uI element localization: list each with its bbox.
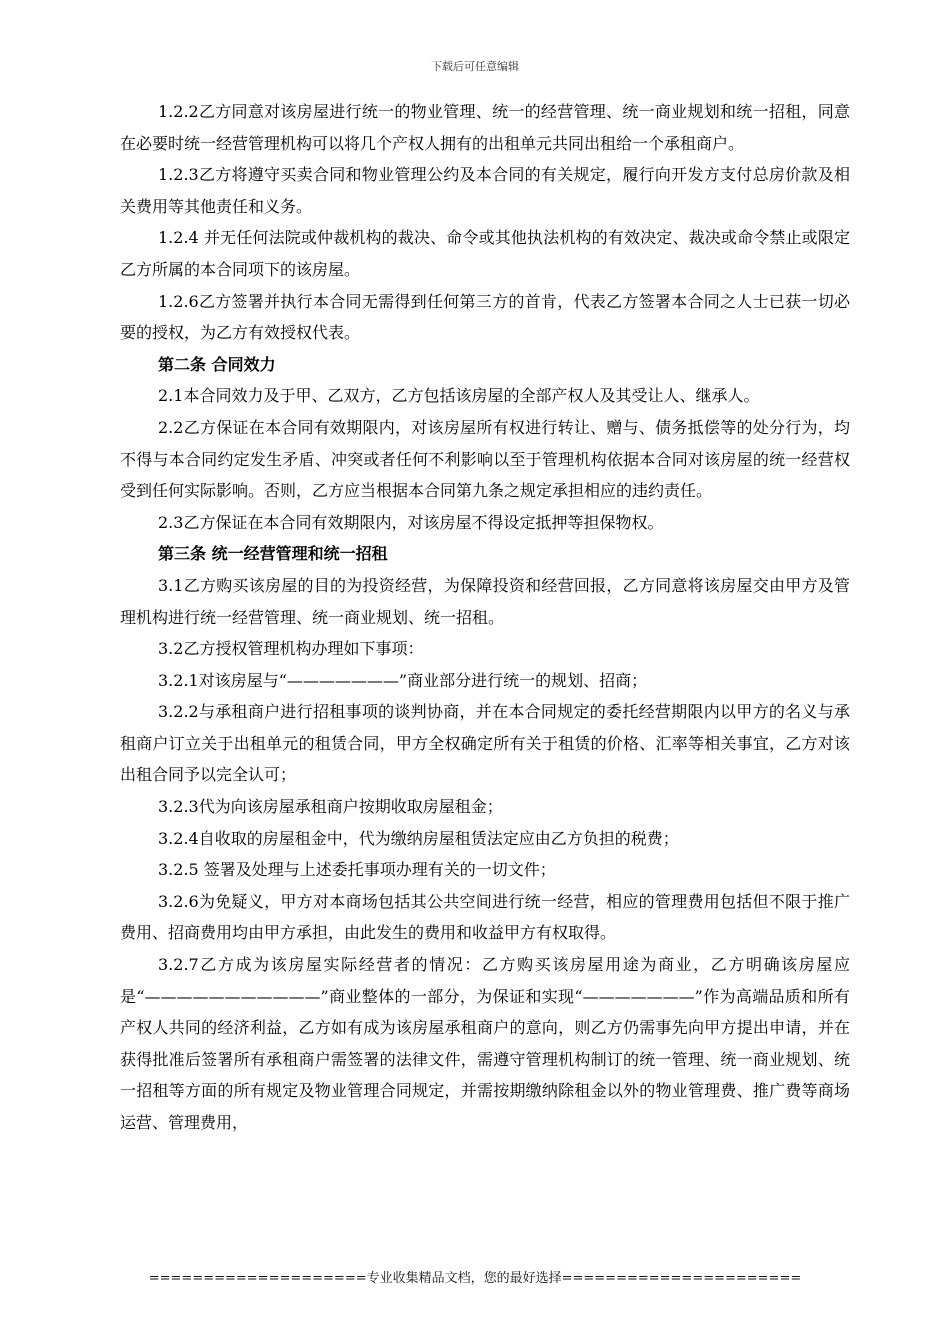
- clause-3-2-1: 3.2.1对该房屋与“———————”商业部分进行统一的规划、招商；: [158, 670, 648, 690]
- clause-3-2-6: 3.2.6为免疑义，甲方对本商场包括其公共空间进行统一经营，相应的管理费用包括但不限于推广费用、招商费用均由甲方承担，由此发生的费用和收益甲方有权取得。: [120, 891, 850, 943]
- clause-1-2-2: 1.2.2乙方同意对该房屋进行统一的物业管理、统一的经营管理、统一商业规划和统一招租，同意在必要时统一经营管理机构可以将几个产权人拥有的出租单元共同出租给一个承租商户。: [120, 102, 850, 153]
- clause-3-2-7: 3.2.7乙方成为该房屋实际经营者的情况：乙方购买该房屋用途为商业，乙方明确该房屋应是“———————————”商业整体的一部分，为保证和实现“———————”作为高端品质和所有产权人共同的经济利益，乙方如有成为该房屋承租商户的意向，则乙方仍需事先向甲方提出申请，并在获得批准后签署所有承租商户需签署的法律文件，需遵守管理机构制订的统一管理、统一商业规划、统一招租等方面的所有规定及物业管理合同规定，并需按期缴纳除租金以外的物业管理费、推广费等商场运营、管理费用，: [120, 955, 850, 1132]
- clause-3-2-2: 3.2.2与承租商户进行招租事项的谈判协商，并在本合同规定的委托经营期限内以甲方的名义与承租商户订立关于出租单元的租赁合同，甲方全权确定所有关于租赁的价格、汇率等相关事宜，乙方对该出租合同予以完全认可；: [120, 702, 850, 785]
- clause-3-2-5: 3.2.5 签署及处理与上述委托事项办理有关的一切文件；: [158, 860, 556, 880]
- clause-3-2-3: 3.2.3代为向该房屋承租商户按期收取房屋租金；: [158, 797, 503, 817]
- clause-1-2-4: 1.2.4 并无任何法院或仲裁机构的裁决、命令或其他执法机构的有效决定、裁决或命令禁止或限定乙方所属的本合同项下的该房屋。: [120, 228, 850, 279]
- clause-1-2-6: 1.2.6乙方签署并执行本合同无需得到任何第三方的首肯，代表乙方签署本合同之人士已获一切必要的授权，为乙方有效授权代表。: [120, 291, 850, 343]
- document-body: [120, 96, 850, 1139]
- clause-3-1: 3.1乙方购买该房屋的目的为投资经营，为保障投资和经营回报，乙方同意将该房屋交由甲方及管理机构进行统一经营管理、统一商业规划、统一招租。: [120, 575, 850, 627]
- footer-note: ====================专业收集精品文档，您的最好选择======================: [148, 1271, 802, 1286]
- clause-2-3: 2.3乙方保证在本合同有效期限内，对该房屋不得设定抵押等担保物权。: [158, 512, 664, 532]
- header-note: 下载后可任意编辑: [431, 60, 519, 73]
- section-heading-article-3: 第三条 统一经营管理和统一招租: [158, 544, 388, 564]
- clause-3-2-4: 3.2.4自收取的房屋租金中，代为缴纳房屋租赁法定应由乙方负担的税费；: [158, 828, 679, 848]
- clause-2-2: 2.2乙方保证在本合同有效期限内，对该房屋所有权进行转让、赠与、债务抵偿等的处分行为，均不得与本合同约定发生矛盾、冲突或者任何不利影响以至于管理机构依据本合同对该房屋的统一经营权受到任何实际影响。否则，乙方应当根据本合同第九条之规定承担相应的违约责任。: [120, 417, 850, 501]
- clause-1-2-3: 1.2.3乙方将遵守买卖合同和物业管理公约及本合同的有关规定，履行向开发方支付总房价款及相关费用等其他责任和义务。: [120, 165, 850, 216]
- clause-3-2: 3.2乙方授权管理机构办理如下事项：: [158, 639, 424, 659]
- clause-2-1: 2.1本合同效力及于甲、乙双方，乙方包括该房屋的全部产权人及其受让人、继承人。: [158, 386, 760, 406]
- section-heading-article-2: 第二条 合同效力: [158, 354, 276, 374]
